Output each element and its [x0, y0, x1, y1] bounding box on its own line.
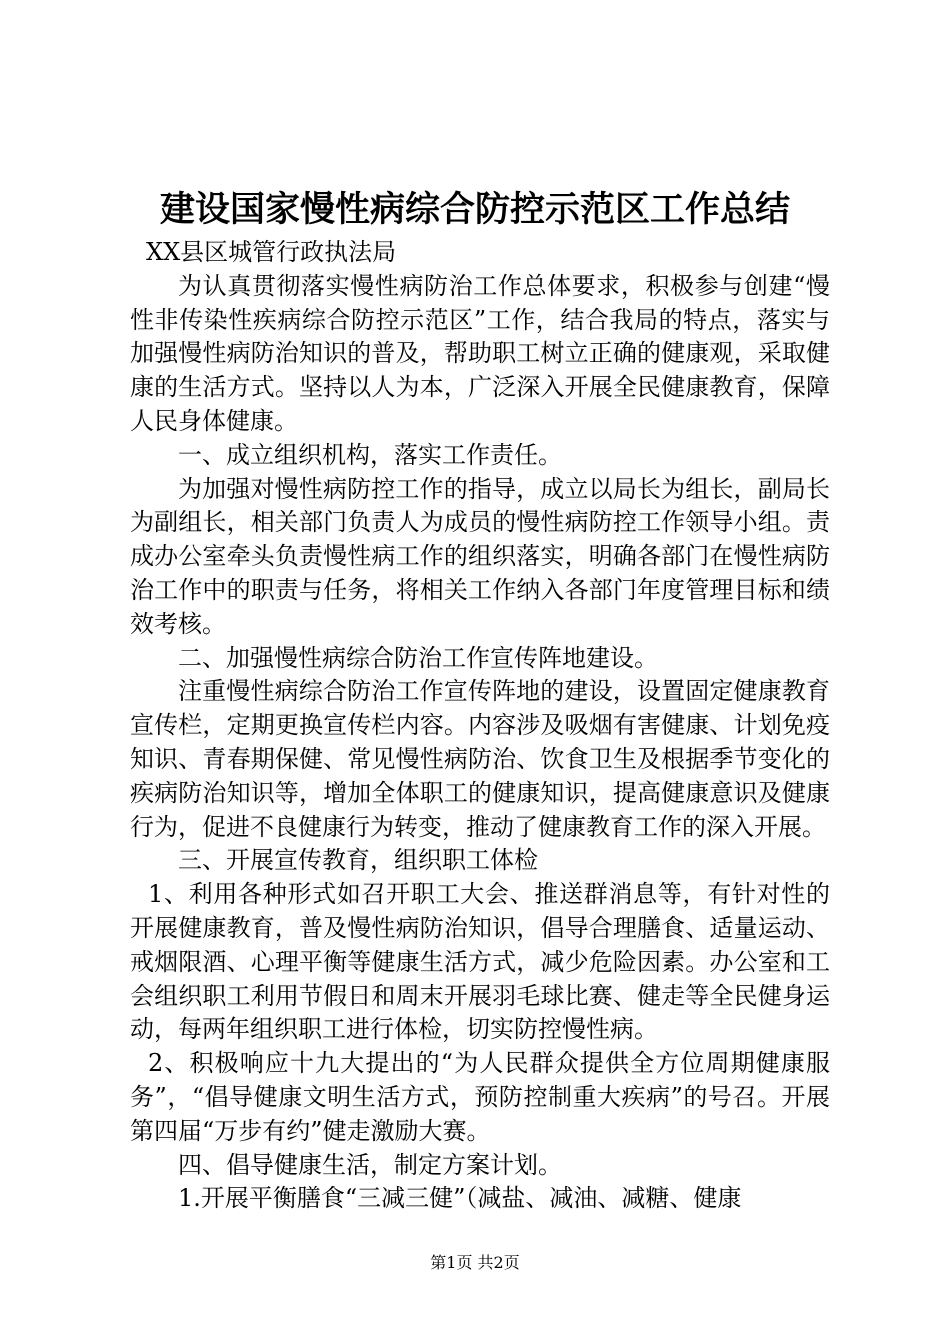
organization-name: XX县区城管行政执法局 [146, 238, 397, 266]
section-item-3-1: 1、利用各种形式如召开职工大会、推送群消息等，有针对性的开展健康教育，普及慢性病防治知识，倡导合理膳食、适量运动、戒烟限酒、心理平衡等健康生活方式，减少危险因素。办公室和工会组织职工利用节假日和周末开展羽毛球比赛、健走等全民健身运动，每两年组织职工进行体检，切实防控慢性病。 [130, 880, 830, 1044]
document-title: 建设国家慢性病综合防控示范区工作总结 [159, 189, 790, 230]
section-heading-2: 二、加强慢性病综合防治工作宣传阵地建设。 [178, 643, 658, 672]
page-number-footer: 第1页 共2页 [430, 1253, 520, 1272]
section-paragraph-2: 注重慢性病综合防治工作宣传阵地的建设，设置固定健康教育宣传栏，定期更换宣传栏内容。内容涉及吸烟有害健康、计划免疫知识、青春期保健、常见慢性病防治、饮食卫生及根据季节变化的疾病防治知识等，增加全体职工的健康知识，提高健康意识及健康行为，促进不良健康行为转变，推动了健康教育工作的深入开展。 [130, 677, 830, 841]
section-paragraph-1: 为加强对慢性病防控工作的指导，成立以局长为组长，副局长为副组长，相关部门负责人为成员的慢性病防控工作领导小组。责成办公室牵头负责慢性病工作的组织落实，明确各部门在慢性病防治工作中的职责与任务，将相关工作纳入各部门年度管理目标和绩效考核。 [130, 474, 830, 638]
section-heading-4: 四、倡导健康生活，制定方案计划。 [178, 1150, 562, 1179]
section-item-4-1: 1.开展平衡膳食“三减三健”（减盐、减油、减糖、健康 [178, 1184, 742, 1213]
document-body [130, 236, 830, 1216]
section-heading-1: 一、成立组织机构，落实工作责任。 [178, 440, 562, 469]
intro-paragraph: 为认真贯彻落实慢性病防治工作总体要求，积极参与创建“慢性非传染性疾病综合防控示范区”工作，结合我局的特点，落实与加强慢性病防治知识的普及，帮助职工树立正确的健康观，采取健康的生活方式。坚持以人为本，广泛深入开展全民健康教育，保障人民身体健康。 [130, 271, 830, 435]
section-item-3-2: 2、积极响应十九大提出的“为人民群众提供全方位周期健康服务”，“倡导健康文明生活方式，预防控制重大疾病”的号召。开展第四届“万步有约”健走激励大赛。 [130, 1049, 830, 1145]
section-heading-3: 三、开展宣传教育，组织职工体检 [178, 846, 538, 875]
